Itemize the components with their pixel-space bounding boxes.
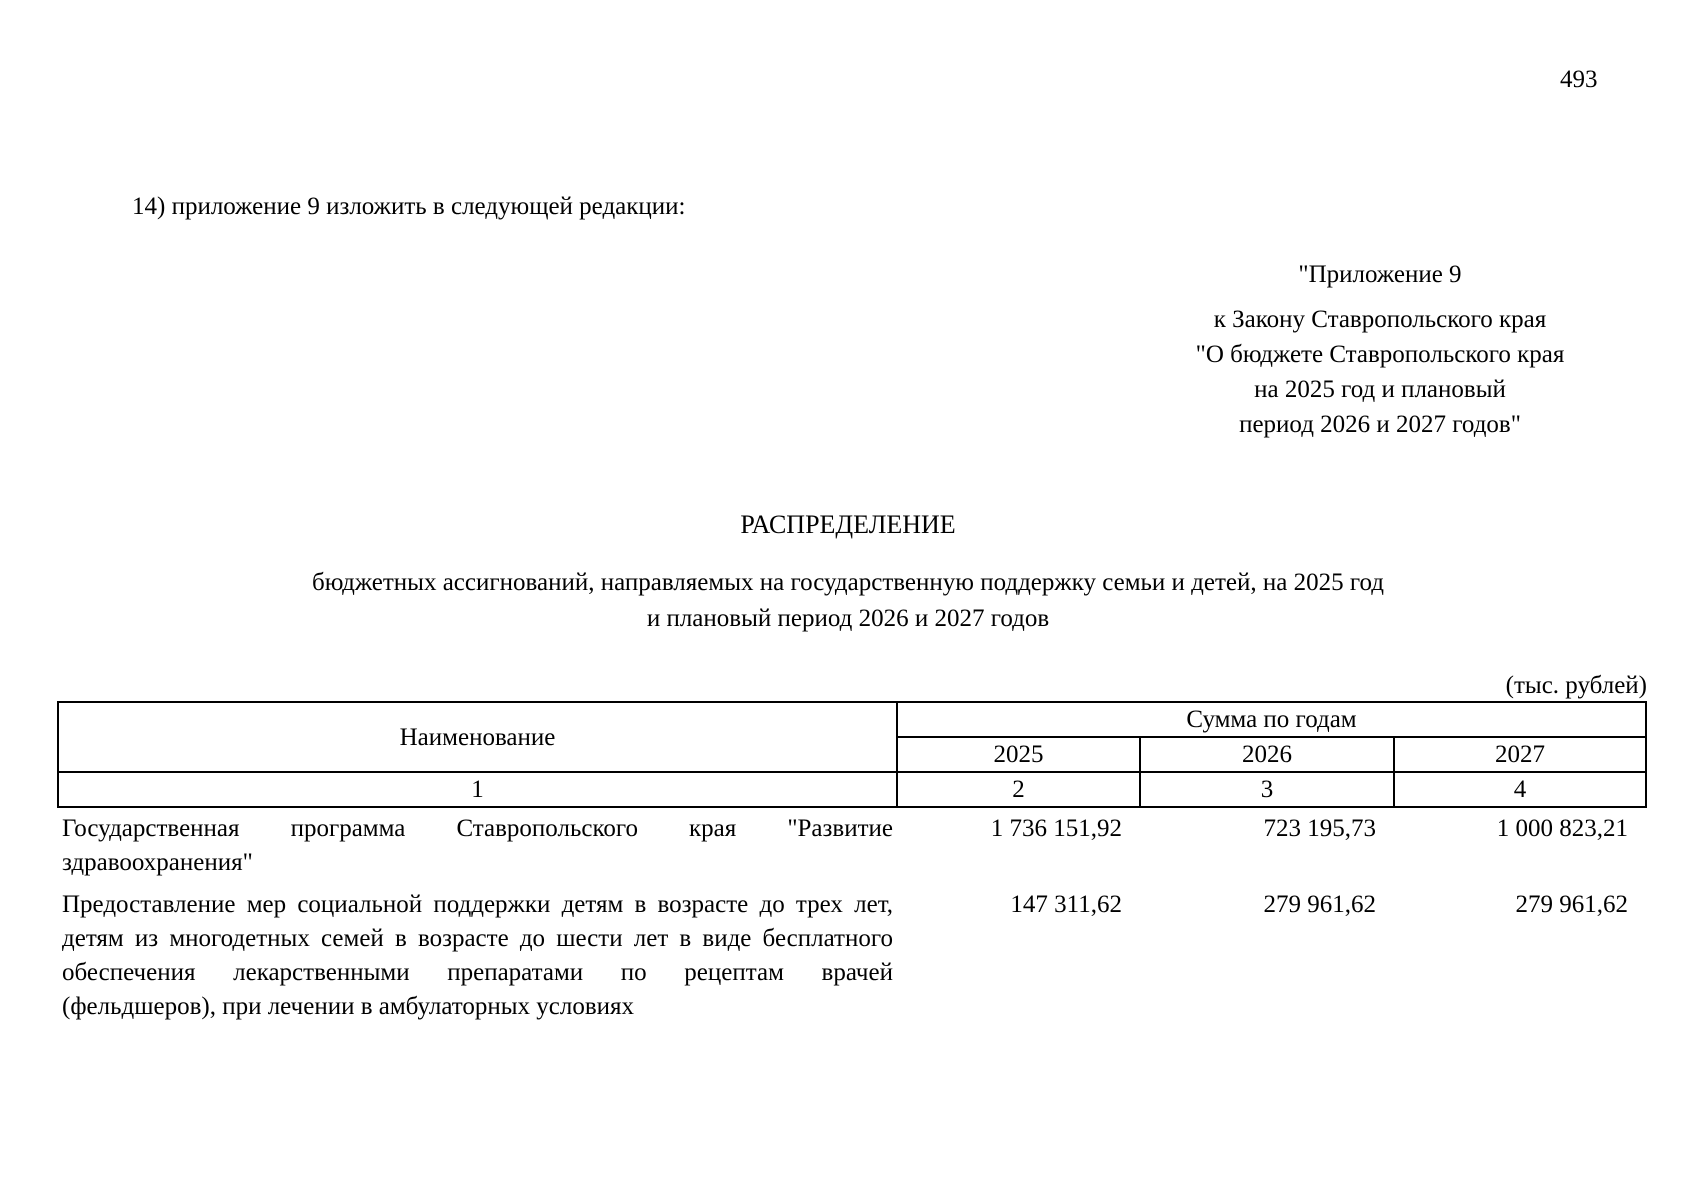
table-row	[58, 807, 1646, 884]
appendix-law-title-line1: "О бюджете Ставропольского края	[1195, 341, 1565, 368]
appendix-law-title-line2: на 2025 год и плановый	[1254, 376, 1506, 403]
column-number-3: 3	[1140, 772, 1394, 807]
document-title: РАСПРЕДЕЛЕНИЕ	[740, 510, 956, 539]
row-name: Государственная программа Ставропольского края "Развитие здравоохранения"	[62, 815, 893, 876]
appendix-law-title-line3: период 2026 и 2027 годов"	[1239, 411, 1521, 438]
header-year-2026: 2026	[1140, 737, 1394, 772]
row-name: Предоставление мер социальной поддержки детям в возрасте до трех лет, детям из многодетных семей в возрасте до шести лет в виде бесплатного обеспечения лекарственными препаратами по рецептам врачей (фельдшеров), при лечении в амбулаторных условиях	[62, 891, 893, 1020]
subtitle-line2: и плановый период 2026 и 2027 годов	[646, 605, 1050, 632]
document-subtitle	[0, 565, 1696, 637]
column-number-4: 4	[1394, 772, 1646, 807]
intro-paragraph: 14) приложение 9 изложить в следующей редакции:	[132, 193, 686, 220]
budget-table	[57, 701, 1647, 1028]
column-number-2: 2	[897, 772, 1140, 807]
subtitle-line1: бюджетных ассигнований, направляемых на государственную поддержку семьи и детей, на 2025 год	[311, 569, 1385, 596]
units-label: (тыс. рублей)	[1505, 672, 1647, 699]
header-year-2027: 2027	[1394, 737, 1646, 772]
appendix-law-line: к Закону Ставропольского края	[1213, 306, 1547, 333]
row-value-2027: 279 961,62	[1515, 891, 1628, 918]
appendix-header	[1100, 257, 1660, 442]
row-value-2026: 723 195,73	[1263, 815, 1376, 842]
column-number-1: 1	[58, 772, 897, 807]
row-value-2026: 279 961,62	[1263, 891, 1376, 918]
page-number: 493	[1560, 66, 1598, 93]
appendix-title: "Приложение 9	[1298, 261, 1462, 288]
row-value-2027: 1 000 823,21	[1496, 815, 1628, 842]
header-year-2025: 2025	[897, 737, 1140, 772]
row-value-2025: 147 311,62	[1010, 891, 1122, 918]
header-name: Наименование	[58, 702, 897, 772]
row-value-2025: 1 736 151,92	[990, 815, 1122, 842]
table-row	[58, 884, 1646, 1028]
header-sum-by-years: Сумма по годам	[897, 702, 1646, 737]
